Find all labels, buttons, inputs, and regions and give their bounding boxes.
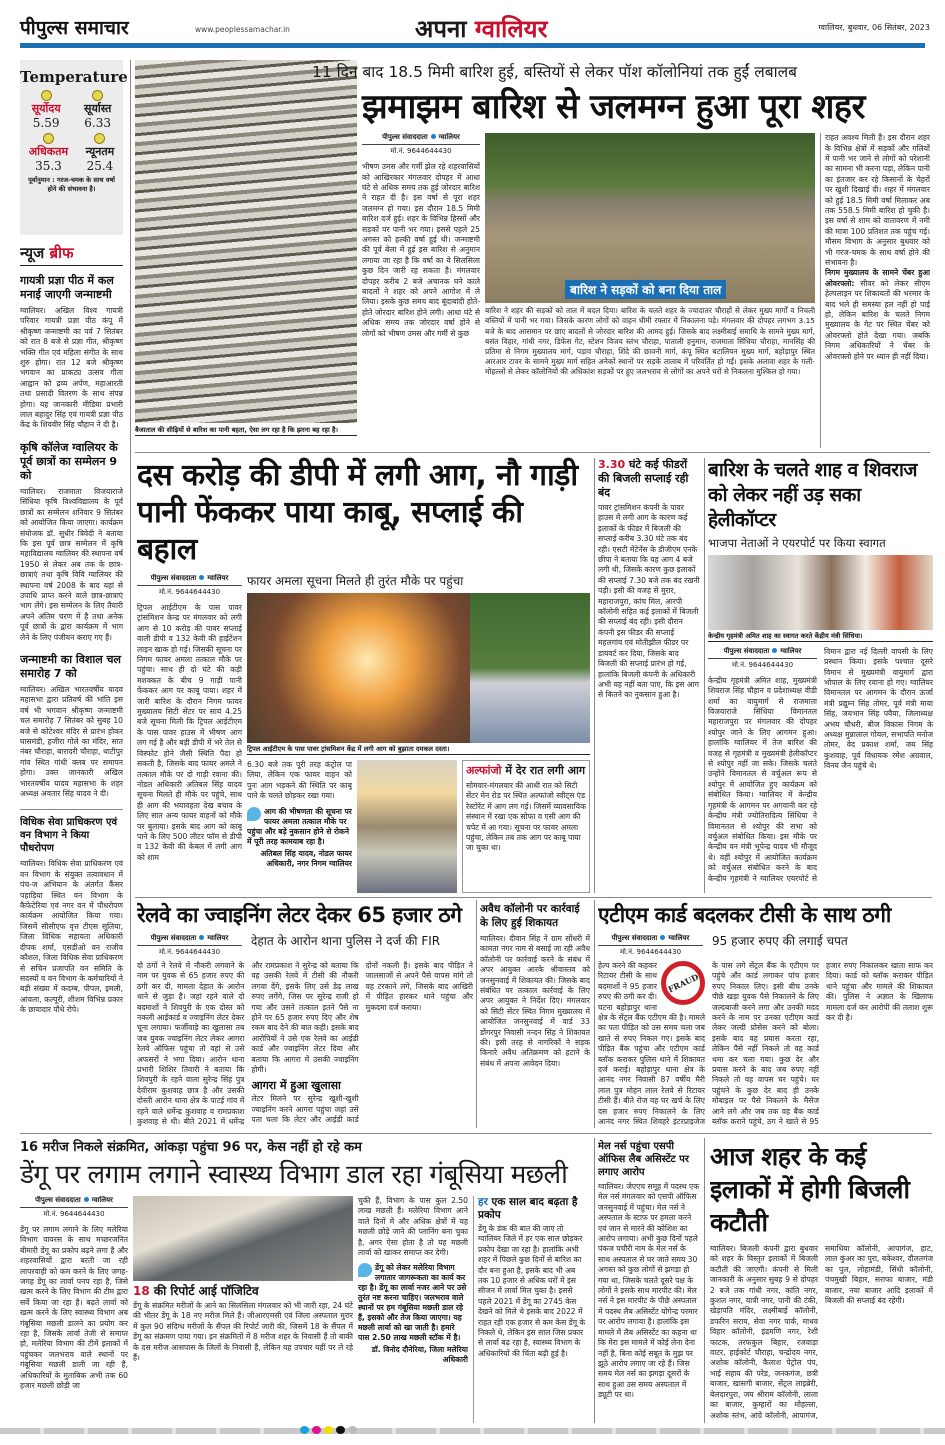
dengue-18-headline	[133, 1284, 353, 1299]
flooded-street-text: बारिश ने शहर की सड़कों को ताल में बदल दिया। बारिश के चलते शहर के ज्यादातर चौराहों से लेकर मुख्य मार्गों व निचली बस्तियों में पानी भर गया। जिसके कारण लोगों को वाहन धीमी रफ्तार में निकालना पड़े। मंगलवार की दोपहर लगभग 3.15 बजे के बाद आसमान पर छाए बादलों से जोरदार बारिश की आमद हुई। जिसके बाद लक्ष्मीबाई समाधि के सामने मुख्य मार्ग, बसंत विहार, गांधी नगर, डिफेंस गेट, स्टेशन विजय स्तंभ चौराहा, पाताली हनुमान, राजमाता सिंधिया चौराहा, मानसिंह की प्रतिमा से निगम मुख्यालय मार्ग, पड़ाव चौराहा, शिंदे की छावनी मार्ग, कंपू स्थित बटालियन मुख्य मार्ग, बहोड़ापुर स्थित आरआर टावर के सामने मुख्य मार्ग सहित अनेकों स्थानों पर सड़कें तालाब में परिवर्तित हो गईं। इसके अलावा शहर के गली-मोहल्लों से लेकर कॉलोनियों की अधिकांश सड़कों पर हुए जलभराव से लोगों का अपने घरों से निकलना मुश्किल हो गया।	[485, 306, 815, 377]
fire-body-continued: 6.30 बजे तक पूरी तरह कंट्रोल पा लिया, लेकिन एक फायर वाहन को पुनः आग भड़कने की स्थिति पर काबू पाने के चलते छोड़कर रखा गया।	[247, 760, 352, 801]
atm-meta-row	[598, 934, 933, 957]
fire-story	[137, 457, 590, 893]
dengue-box	[473, 1196, 587, 1423]
overflow-para	[825, 268, 930, 362]
byline-city: ग्वालियर	[780, 646, 802, 655]
byline-phone: मो.नं. 9644644430	[43, 1210, 105, 1218]
byline-text: पीपुल्स संवाददाता	[150, 934, 197, 942]
column-divider	[594, 1138, 595, 1423]
brief-body: ग्वालियर। अखिल भारतवर्षीय यादव महासभा द्वारा प्रतिवर्ष की भांति इस वर्ष भी भगवान श्रीकृष्ण जन्माष्टमी चल समारोह 7 सितंबर को सुबह 10 बजे से कोटेश्वर मंदिर से प्रारंभ होकर घासमंडी, हजीरा गोले का मंदिर, सात नंबर चौराहा, बारादरी चौराहा, थाटीपुर गांव स्थित गांधी क्लब पर समापन होगा। उक्त जानकारी अखिल भारतवर्षीय यादव महासभा के शहर अध्यक्ष अवतार सिंह यादव ने दी।	[20, 684, 123, 799]
byline-city: ग्वालियर	[207, 934, 229, 942]
power-body: पावर ट्रांसमिशन कंपनी के पावर हाउस में लगी आग के कारण कई इलाकों के फीडर में बिजली की सप्लाई करीब 3.30 घंटे तक बंद रही। एसटी मेंटेनेंस के डीजीएम एनके छीपा ने बताया कि यह आग 4 बजे लगी थी, जिसके कारण कुछ इलाकों की सप्लाई 7.30 बजे तक बंद रखनी पड़ी। इसी की वजह से मुरार, महाराजपुरा, कांच मिल, आरपी कॉलोनी सहित कई इलाकों में बिजली की सप्लाई बंद रही। इसी दौरान कंपनी इस फीडर की सप्लाई महलगांव एवं मोतीझील फीडर पर डायवर्ट कर दिया, जिसके बाद बिजली की सप्लाई प्रारंभ हो गई, हालांकि बिजली कंपनी के अधिकारी अभी यह नहीं बता पाए, कि इस आग से कितने का नुकसान हुआ है।	[598, 503, 700, 700]
quote-attribution: डॉ. विनोद दौनेरिया, जिला मलेरिया अधिकारी	[371, 1345, 468, 1365]
color-registration-marks	[300, 1426, 357, 1434]
sunrise-value: 5.59	[32, 116, 60, 130]
news-brief-header	[20, 243, 123, 266]
gambusia-fish-photo	[133, 1196, 353, 1281]
dengue-18-number: 18	[133, 1284, 150, 1298]
max-temp-value: 35.3	[35, 159, 62, 173]
byline-text: पीपुल्स संवाददाता	[150, 574, 197, 582]
fire-quote	[247, 807, 352, 869]
dengue-18-body: डेंगू के संक्रमित मरीजों के आने का सिलसिला मंगलवार को भी जारी रहा, 24 घंटे की भीतर डेंगू के 18 नए मरीज मिले हैं। जीआरएमसी एवं जिला अस्पताल मुरार में कुल 90 संदिग्ध मरीजों के सैंपल की रिपोर्ट जारी की, जिसमें 18 के सैंपल में डेंगू का संक्रमण पाया गया। इन संक्रमितों में 8 मरीज शहर के निवासी हैं तो बाकी के दस मरीज आसपास के जिलों के निवासी हैं, लेकिन यह उपचार यहीं पर ले रहे हैं।	[133, 1301, 353, 1363]
rain-left-column	[362, 133, 480, 448]
dengue-kicker: 16 मरीज निकले संक्रमित, आंकड़ा पहुंचा 96 पर, केस नहीं हो रहे कम	[20, 1140, 362, 1155]
byline-text: पीपुल्स संवाददाता	[382, 133, 428, 142]
railway-story	[137, 902, 473, 1128]
outage-body: ग्वालियर। बिजली कंपनी द्वारा बुधवार को शहर के विस्तृत इलाकों में बिजली कटौती की जाएगी। कंपनी से मिली जानकारी के अनुसार सुबह 9 से दोपहर 2 बजे तक गांधी नगर, कांति नगर, कुशल नगर, यात्री नगर, पानी की टंकी, खेड़ापति मंदिर, लक्ष्मीबाई कॉलोनी, डफरिन सराय, सेवा नगर पार्क, माधव विहार कॉलोनी, इंद्रमणि नगर, रेशी फाटक, तरफकुल बिहार, रजवाड़ा वाटर, हाईकोर्ट चौराहा, चन्द्रोदय नगर, अशोक कॉलोनी, कैलाश पेट्रोल पंप, भाई सहाय की परेड, जनकगंज, छत्री बाजार, खासगी बाजार, सेंट्रल लाइब्रेरी, बेलदारपुरा, जय श्रीराम कॉलोनी, लाला का बाजार, कुम्हारों का मोहल्ला, अशोक स्तंभ, आंग्रे कॉलोनी, आपागंज, समाधिया कॉलोनी, आपागंज, हाट, लाल कुंअर का पुरा, बकेश्वर, दौलतगंज का पुल, लोहामंडी, सिंधी कॉलोनी, पंचमुखी बिहार, सराफा बाजार, मंडी बाजार, नया बाजार आदि इलाकों में बिजली की सप्लाई बंद रहेगी।	[710, 1244, 933, 1420]
dengue-body: डेंगू पर लगाम लगाने के लिए मलेरिया विभाग वायरस के साथ मच्छरजनित बीमारी डेंगू का प्रकोप बढ़ने लगा है और शहरवासियों द्वारा बरती जा रही लापरवाही को कम करने के लिए जगह-जगह डेंगू का लार्वा पनप रहा है, जिसे खत्म करने के लिए विभाग की टीम द्वारा सर्वे किया जा रहा है। बढ़ते लार्वा को खत्म करने के लिए स्वास्थ्य विभाग अब गंबूसिया मछली डालने का प्रयोग कर रहा है, जिसके लार्वा तेजी से समाप्त हो, मलेरिया विभाग की टीमें इलाकों में पहुंचकर जलभराव वाले स्थानों पर गंबूसिया मछली डाली जा रही हैं, अधिकारियों के मुताबिक अभी तक 60 हजार मछली छोड़ी जा	[20, 1225, 128, 1391]
masthead	[20, 12, 930, 42]
byline-city: ग्वालियर	[668, 934, 690, 942]
railway-body-text-2: लेटर मिलने पर सुरेन्द्र खुशी-खुशी ज्वाइनिंग करने आगरा पहुंचा जहां उसे पता चला कि लेटर और आईडी कार्ड दोनों नकली हैं। इसके बाद पीड़ित ने जालसाजों से अपने पैसे वापस मांगे तो वह टरकाने लगे, जिसके बाद आखिरी में पीड़ित हारकर थाने पहुंचा और मुकदमा दर्ज कराया।	[251, 961, 473, 1125]
byline-text: पीपुल्स संवाददाता	[723, 646, 770, 655]
sun-icon	[94, 133, 105, 144]
alfanzo-box	[462, 760, 590, 893]
brief-headline: गायत्री प्रज्ञा पीठ में कल मनाई जाएगी जन्माष्टमी	[20, 274, 114, 301]
dengue-quote	[358, 1263, 468, 1365]
fire-left-column	[137, 574, 242, 893]
dengue-columns	[20, 1196, 592, 1423]
dengue-byline	[20, 1196, 128, 1219]
byline-name	[137, 934, 242, 946]
rain-headline: झमाझम बारिश से जलमग्न हुआ पूरा शहर	[362, 87, 865, 127]
shah-byline	[708, 647, 817, 670]
colony-body: ग्वालियर। दीवान सिंह ने ग्राम सोंधरी में कामता नगर नाम से बसाई जा रही अवैध कॉलोनी पर कार्रवाई करने के संबंध में अपर आयुक्त आरके श्रीवास्तव को जनसुनवाई में शिकायत की। जिसके बाद संबंधित पर तत्काल कार्रवाई के लिए अपर आयुक्त ने निर्देश दिए। मंगलवार को सिटी सेंटर स्थित निगम मुख्यालय में आयोजित जनसुनवाई में वार्ड 33 डोंगरपुर निवासी नन्दन सिंह ने शिकायत की। इसी तरह से नागरिकों ने सड़क किनारे अवैध अतिक्रमण को हटाने के संबंध में अपना आवेदन दिया।	[480, 934, 590, 1068]
shah-body: केन्द्रीय गृहमंत्री अमित शाह, मुख्यमंत्री शिवराज सिंह चौहान व प्रदेशाध्यक्ष वीडी शर्मा का वायुमार्ग से राजमाता विजयाराजे सिंधिया विमानतल महाराजपुरा पर मंगलवार की दोपहर श्योपुर जाने के लिए आगमन हुआ। हालांकि ग्वालियर में तेज बारिश की वजह से गृहमंत्री व मुख्यमंत्री हेलीकॉप्टर से श्योपुर नहीं जा सके। जिसके चलते उन्होंने विमानतल से वर्चुअल रूप से श्योपुर में आयोजित हुए कार्यक्रम को संबोधित किया। ग्वालियर में केन्द्रीय गृहमंत्री के आगमन पर अगवानी कर रहे केन्द्रीय मंत्री ज्योतिरादित्य सिंधिया ने विमानतल से श्योपुर की सभा को वर्चुअल संबोधित किया। इस मौके पर केन्द्रीय वन मंत्री भूपेन्द्र यादव भी मौजूद थे। वहीं श्योपुर में आयोजित कार्यक्रम को वर्चुअल संबोधित करने के बाद केन्द्रीय गृहमंत्री ने ग्वालियर एयरपोर्ट से विमान द्वारा नई दिल्ली वापसी के लिए प्रस्थान किया। इसके पश्चात दूसरे विमान से मुख्यमंत्री वायुमार्ग द्वारा भोपाल के लिए रवाना हो गए। ग्वालियर विमानतल पर आगमन के दौरान ऊर्जा मंत्री प्रद्युम्न सिंह तोमर, पूर्व मंत्री माया सिंह, जयभान सिंह पवैया, जिलाध्यक्ष अभय चौधरी, बीज विकास निगम के अध्यक्ष मुन्नालाल गोयल, सभापति मनोज तोमर, वेद प्रकाश शर्मा, जय सिंह कुशवाह, पूर्व विधायक रमेश अग्रवाल, विनय जैन पहुंचे थे।	[708, 646, 933, 883]
dengue-18-section	[133, 1284, 353, 1423]
atm-byline	[598, 934, 703, 957]
quote-text: डेंगू को लेकर मलेरिया विभाग लगातार जागरूकता का कार्य कर रहा है। डेंगू का लार्वा नजर आने पर उसे तुरंत नष्ट करना चाहिए। जलभराव वाले स्थानों पर हम गंबूसिया मछली डाल रहे हैं, इसको और तेज किया जाएगा। यह मछली लार्वा को खा जाती है। हमारे पास 2.50 लाख मछली स्टॉक में है।	[358, 1263, 467, 1343]
power-supply-article	[598, 458, 700, 893]
quote-icon	[358, 1263, 372, 1277]
alfanzo-headline-b: में देर रात लगी आग	[505, 764, 586, 777]
rain-right-content	[825, 133, 930, 448]
column-divider	[594, 458, 595, 893]
rain-right-column	[820, 133, 930, 448]
rain-right-text: राहत अवश्य मिली है। इस दौरान शहर के विभिन्न क्षेत्रों में सड़कों और गलियों में पानी भर जाने से लोगों को परेशानी का सामना भी करना पड़ा, लेकिन पानी का इंतजार कर रहे किसानों के चेहरों पर खुशी दिखाई दी। शहर में मंगलवार को हुई 18.5 मिमी वर्षा मिलाकर अब तक 558.5 मिमी बारिश हो चुकी है। इस वर्षा से शाम को वातावरण में नमी की मात्रा 100 प्रतिशत तक पहुंच गई। मौसम विभाग के अनुसार बुधवार को भी गरज-चमक के साथ वर्षा होने की संभावना है।	[825, 133, 930, 267]
byline-phone: मो.नं. 9644644430	[619, 948, 682, 956]
byline-phone: मो.नं. 9644644430	[731, 660, 794, 669]
byline-text: पीपुल्स संवाददाता	[611, 934, 658, 942]
min-temp-value: 25.4	[86, 159, 114, 173]
fire-right-area	[247, 574, 590, 893]
sunset-value: 6.33	[84, 116, 112, 130]
quote-attribution: अतिबल सिंह यादव, नोडल फायर अधिकारी, नगर निगम ग्वालियर	[260, 848, 352, 868]
shah-body-area	[708, 647, 933, 893]
atm-body-area	[598, 961, 933, 1128]
weather-title: Temperature	[20, 68, 128, 86]
atm-subhead: 95 हजार रुपए की लगाई चपत	[712, 934, 848, 948]
byline-city: ग्वालियर	[91, 1196, 113, 1204]
atm-story	[598, 902, 933, 1128]
fire-columns	[137, 574, 590, 893]
brief-headline: विधिक सेवा प्राधिकरण एवं वन विभाग ने किया पौधरोपण	[20, 817, 118, 855]
railway-meta-row	[137, 934, 473, 957]
sun-icon	[92, 90, 103, 101]
dateline: ग्वालियर, बुधवार, 06 सितंबर, 2023	[818, 23, 930, 32]
byline-text: पीपुल्स संवाददाता	[35, 1196, 81, 1204]
column-divider	[704, 1138, 705, 1423]
section-rule	[135, 897, 932, 898]
rain-columns	[362, 133, 932, 448]
dengue-mid-column	[358, 1196, 468, 1423]
fire-lower-row	[247, 760, 590, 893]
shah-subhead: भाजपा नेताओं ने एयरपोर्ट पर किया स्वागत	[708, 536, 886, 550]
max-temp-label: अधिकतम	[28, 145, 69, 158]
section-title	[415, 12, 547, 45]
registration-strip	[0, 1428, 945, 1434]
railway-subhead: देहात के आरोन थाना पुलिस ने दर्ज की FIR	[251, 934, 441, 948]
byline-name	[708, 647, 817, 659]
shah-welcome-photo	[708, 555, 933, 630]
rain-photo-column	[485, 133, 815, 448]
photo-label: बारिश ने सड़कों को बना दिया ताल	[565, 280, 726, 299]
fire-body: ट्रिपल आईटीएम के पास पावर ट्रांसमिशन केन्द्र पर मंगलवार को लगी आग से 10 करोड़ की पावर सप्लाई वाली डीपी व 132 केवी की हाईटेंशन लाइन खाक हो गई। जिसकी सूचना पर निगम फायर अमला तत्काल मौके पर पहुंचा। साथ ही दो घंटे की कड़ी मशक्कत के बीच 9 गाड़ी पानी फेंककर आग पर काबू पाया। शहर में जारी बारिश के दौरान निगम फायर मुख्यालय सिटी सेंटर पर सायं 4.25 बजे सूचना मिली कि ट्रिपल आईटीएम के पास पावर हाउस में भीषण आग लग गई है और बड़ी डीपी में भरे तेल से विस्फोट होने जैसी स्थिति पैदा हो सकती है, जिसके बाद फायर अमले ने तत्काल मौके पर दो गाड़ी रवाना की। नोडल अधिकारी अतिबल सिंह यादव सूचना मिलते ही मौके पर पहुंचे, साथ ही आग की भयावहता देख बचाव के लिए सात अन्य फायर वाहनों को मौके पर बुलाया। इसके बाद आग को काबू पाने के लिए 500 लीटर फॉम से डीपी व 132 केवी की केबल में लगी आग को शाम	[137, 603, 242, 862]
dengue-box-headline	[478, 1196, 587, 1222]
column-divider	[476, 900, 477, 1128]
brief-body: ग्वालियर। अखिल विश्व गायत्री परिवार गायत्री प्रज्ञा पीठ कंपू में श्रीकृष्ण जन्माष्टमी का पर्व 7 सितंबर को रात 8 बजे से प्रज्ञा गीत, श्रीकृष्ण भक्ति गीत एवं महिला संगीत के साथ शुरु होगा। रात 12 बजे श्रीकृष्ण भगवान का प्राकट्य उत्सव गीता आह्वान को द्रव्य अर्पण, महाआरती तथा प्रसादी वितरण के साथ संपन्न होगा। यह जानकारी मीडिया प्रभारी लाल बहादुर सिंह एवं गायत्री प्रज्ञा पीठ केंद्र के शिववीर सिंह चौहान ने दी है।	[20, 306, 123, 430]
shah-photo-caption: केन्द्रीय गृहमंत्री अमित शाह का स्वागत करते केंद्रीय मंत्री सिंधिया।	[708, 632, 933, 642]
dengue-mid-body: चुकी हैं, विभाग के पास कुल 2.50 लाख मछली हैं। मलेरिया विभाग आने वाले दिनों में और अधिक क्षेत्रों में यह मछली छोड़े जाने की प्लानिंग बना चुका है, अगर ऐसा होता है तो यह मछली लार्वा को खाकर समाप्त कर देगी।	[358, 1196, 468, 1258]
news-brief-title-b: ब्रीफ	[49, 244, 74, 262]
brief-item	[20, 809, 123, 1015]
railway-headline: रेलवे का ज्वाइनिंग लेटर देकर 65 हजार ठगे	[137, 903, 462, 927]
news-brief-column	[20, 243, 123, 1125]
alfanzo-body: सोमवार-मंगलवार की आधी रात को सिटी सेंटर मेन रोड पर स्थित अल्फांजो स्वीट्स एंड रेस्टोरेंट में आग लग गई। जिसमें व्यावसायिक संस्थान में रखा एक सोफा व एसी आग की चपेट में आ गया। सूचना पर फायर अमला पहुंचा, लेकिन तब तक आग पर काबू पाया जा चुका था।	[466, 781, 586, 853]
outage-headline: आज शहर के कई इलाकों में होगी बिजली कटौती	[710, 1142, 910, 1237]
dengue-box-body: डेंगू के डंक की बात की जाए तो ग्वालियर जिले में हर एक साल छोड़कर प्रकोप देखा जा रहा है। हालांकि अभी शहर में पिछले कुछ दिनों से बारिश का दौर बना हुआ है, इसके बाद भी अब तक 10 हजार से अधिक घरों में इस सीजन में लार्वा मिल चुका है। इससे पहले 2021 में डेंगू का 2745 केस देखने को मिले थे इसके बाद 2022 में राहत रही एक हजार से कम केस डेंगू के निकले थे, लेकिन इस साल जिस प्रकार से लार्वा बढ़ रहा है, स्वास्थ्य विभाग के अधिकारियों की चिंता बढ़ी हुई है।	[478, 1224, 586, 1358]
brief-headline: कृषि कॉलेज ग्वालियर के पूर्व छात्रों का सम्मेलन 9 को	[20, 440, 118, 482]
dengue-box-headline-b: एक साल बाद बढ़ता है प्रकोप	[478, 1196, 578, 1221]
fraud-stamp-text: FRAUD	[666, 971, 700, 995]
brief-item	[20, 653, 123, 799]
byline-city: ग्वालियर	[207, 574, 229, 582]
quote-icon	[247, 807, 261, 821]
brand-logo: पीपुल्स समाचार	[20, 17, 129, 39]
overflow-text: सीवर को लेकर सीएम हेल्पलाइन पर शिकायतों की भरमार के बाद भले ही समस्या हल नहीं हो पाई हो, लेकिन बारिश के चलते निगम मुख्यालय के गेट पर स्थित चेंबर को ओवरफ्लो होते देखा गया। जबकि निगम अधिकारियों ने चेंबर के ओवरफ्लो होने पर ध्यान ही नहीं दिया।	[825, 278, 930, 361]
byline-name	[362, 133, 480, 145]
railway-body	[137, 961, 473, 1128]
fire-photo-caption: ट्रिपल आईटीएम के पास पावर ट्रांसमिशन केंद्र में लगी आग को बुझाता दमकल दस्ता।	[247, 745, 590, 755]
section-title-a: अपना	[415, 15, 467, 43]
fire-subhead: फायर अमला सूचना मिलते ही तुरंत मौके पर पहुंचा	[247, 574, 464, 588]
railway-body-text: दो ठगों ने रेलवे में नौकरी लगवाने के नाम पर युवक से 65 हजार रुपए की ठगी कर दी, मामला देहात के आरोन थाने से जुड़ा है। जहां रहने वाले दो बदमाशों ने शिवपुरी के एक दोस्त को नकली आईकार्ड व ज्वाइनिंग लेटर देकर चूना लगाया। फर्जीवाड़े का खुलासा तब जब युवक ज्वाइनिंग लेटर लेकर आगरा रेलवे ऑफिस पहुंचा तो वहां से उसे अफसरों ने भगा दिया। आरोन थाना प्रभारी शिशिर तिवारी ने बताया कि शिवपुरी के रहने वाला सुरेन्द्र सिंह पुत्र देवीराम कुशवाह छात्र है और उसकी दोस्ती आरोन थाना क्षेत्र के पाटई गांव में रहने वाले धर्मेन्द्र कुशवाह व रामप्रकाश कुशवाह से थी। बीते 2021 में धर्मेन्द्र और रामप्रकाश ने सुरेन्द्र को बताया कि वह उसकी रेलवे में टीसी की नौकरी लगवा देंगे, इसके लिए उसे डेढ़ लाख रुपए लगेंगे, जिस पर सुरेन्द्र राजी हो गया और उसने तत्काल इतने पैसे ना होने पर 65 हजार रुपए दिए और शेष रकम बाद देने की बात कही। इसके बाद आरोपियों ने उसे एक रेलवे का आईडी कार्ड और ज्वाइनिंग लेटर दिया और बताया कि आगरा में उसकी ज्वाइनिंग होगी।	[137, 961, 359, 1127]
fire-byline	[137, 574, 242, 597]
section-title-b: ग्वालियर	[474, 15, 548, 43]
power-headline	[598, 458, 700, 500]
masthead-rule	[20, 43, 925, 48]
byline-name	[20, 1196, 128, 1208]
rain-kicker: 11 दिन बाद 18.5 मिमी बारिश हुई, बस्तियों से लेकर पॉश कॉलोनियां तक हुईं लबालब	[312, 63, 797, 81]
brief-body: ग्वालियर। विधिक सेवा प्राधिकरण एवं वन विभाग के संयुक्त तत्वावधान में पंच-ज अभियान के अंतर्गत कैंसर पहाड़िया स्थित वन विभाग के कैफेटेरिया एवं नगर वन में पौधरोपण कार्यक्रम आयोजित किया गया। जिसमें सीसीएफ वृत्त टीएस सूलिया, जिला विधिक सहायता अधिकारी दीपक शर्मा, एसडीओ वन राजीव कौशल, जिला विधिक सेवा प्राधिकरण से सचिन प्रजापति वन समिति के सदस्यों व वन विभाग के कर्मचारियों ने बड़ी संख्या में कदम्ब, पीपल, इमली, आंवला, कल्पूरी, शीशम विभिन्न प्रकार के छायादार पौधे रोपे।	[20, 859, 123, 1015]
byline-phone: मो.नं. 9644644430	[158, 588, 221, 596]
brief-item	[20, 441, 123, 643]
column-divider	[704, 458, 705, 893]
shah-headline: बारिश के चलते शाह व शिवराज को लेकर नहीं उड़ सका हेलीकॉप्टर	[708, 459, 918, 531]
section-rule	[20, 1133, 932, 1134]
sun-icon	[43, 133, 54, 144]
column-divider	[594, 900, 595, 1128]
brief-headline: जन्माष्टमी का विशाल चल समारोह 7 को	[20, 652, 121, 680]
news-brief-title-a: न्यूज	[20, 244, 45, 262]
section-rule	[135, 452, 930, 453]
colony-headline: अवैध कॉलोनी पर कार्रवाई के लिए हुई शिकायत	[480, 903, 580, 929]
rain-story	[312, 62, 932, 448]
outage-story	[710, 1140, 933, 1423]
railway-byline	[137, 934, 242, 957]
byline-name	[137, 574, 242, 586]
nurse-article	[598, 1140, 700, 1423]
column-divider	[130, 60, 131, 1125]
dengue-headline: डेंगू पर लगाम लगाने स्वास्थ्य विभाग डाल रहा गंबूसिया मछली	[20, 1160, 568, 1190]
byline-name	[598, 934, 703, 946]
sunrise-label: सूर्योदय	[31, 102, 61, 115]
alfanzo-headline-a: अल्फांजो	[466, 764, 502, 777]
flooded-street-photo	[485, 133, 815, 303]
power-headline-text: घंटे कई फीडरों की बिजली सप्लाई रही बंद	[598, 458, 689, 499]
forecast: पूर्वानुमान : गरज-चमक के साथ वर्षा होने की संभावना है।	[28, 176, 115, 193]
sunset-label: सूर्यास्त	[84, 102, 112, 115]
sun-icon	[41, 90, 52, 101]
railway-subhead-2: आगरा में हुआ खुलासा	[251, 1079, 341, 1093]
brief-body: ग्वालियर। राजमाता विजयाराजे सिंधिया कृषि विश्वविद्यालय के पूर्व छात्रों का सम्मेलन शनिवार 9 सितंबर को आयोजित किया जाएगा। कार्यक्रम संयोजक डॉ. सुधीर त्रिवेदी ने बताया कि इस पूर्व छात्र सम्मेलन में कृषि महाविद्यालय ग्वालियर की स्थापना वर्ष 1950 से लेकर अब तक के छात्र-छात्राएं तथा कृषि विवि ग्वालियर की स्थापना वर्ष 2008 के बाद यहां से उपाधि प्राप्त करने वाले छात्र-छात्राएं भाग लेंगे। इस सम्मेलन के लिए तैयारी अपने अंतिम चरण में है तथा अनेक पूर्व छात्रों के द्वारा कार्यक्रम में भाग लेने के लिए पंजीयन कराए गए हैं।	[20, 486, 123, 642]
min-temp-label: न्यूनतम	[85, 145, 115, 158]
byline-phone: मो.नं. 9644644430	[390, 147, 452, 156]
colony-article	[480, 902, 590, 1128]
brief-item	[20, 274, 123, 431]
rain-byline	[362, 133, 480, 156]
dengue-18-text: की रिपोर्ट आई पॉजिटिव	[153, 1284, 259, 1298]
dengue-photo-column	[133, 1196, 353, 1423]
fire-photo	[247, 593, 590, 743]
dengue-story	[20, 1139, 592, 1423]
power-headline-number: 3.30	[598, 458, 626, 471]
fraud-stamp-icon	[661, 961, 705, 1005]
nurse-headline: मेल नर्स पहुंचा एसपी ऑफिस लैब असिस्टेंट पर लगाए आरोप	[598, 1141, 689, 1178]
atm-body: हेल्प करने की कहकर रिटायर टीसी के साथ बदमाशों ने 95 हजार रुपए की ठगी कर दी। घटना बहोड़ापुर थाना क्षेत्र के सेंट्रल बैंक एटीएम की है। मामले का पता पीड़ित को उस समय चला जब खाते से रुपए निकल गए। इसके बाद पीड़ित बैंक पहुंचा और एटीएम कार्ड ब्लॉक कराकर पुलिस थाने में शिकायत दर्ज कराई। बहोड़ापुर थाना क्षेत्र के आनंद नगर निवासी 87 वर्षीय मैरी लाल पुत्र मोहन लाल रेलवे से रिटायर टीसी हैं। बीते रोज वह घर खर्च के लिए दस हजार रुपए निकालने के लिए आनंद नगर स्थित शिवहरे इंटरप्राइजेज के पास लगे सेंट्रल बैंक के एटीएम पर पहुंचे और कार्ड लगाकर पांच हजार रुपए निकाल लिए। इसी बीच उनके पीछे खड़ा युवक पैसे निकालने के लिए जल्दबाजी करने लगा और उनकी मदद करने के नाम पर उनका एटीएम कार्ड लेकर जल्दी प्रोसेस करने को बोला। इसके बाद वह प्रयास करता रहा, लेकिन पैसे नहीं निकले तो वह कार्ड थमा कर चला गया। कुछ देर और प्रयास करने के बाद जब रुपए नहीं निकले तो वह वापस घर पहुंचे। घर पहुंचने के कुछ देर बाद ही उनके मोबाइल पर पैसे निकलने के मैसेज आने लगे और जब तक वह बैंक कार्ड ब्लॉक कराने पहुंचे, ठग ने खाते से 95 हजार रुपए निकालकर खाता साफ कर दिया। कार्ड को ब्लॉक कराकर पीड़ित थाने पहुंचा और मामले की शिकायत की। पुलिस ने अज्ञात के खिलाफ मामला दर्ज कर आरोपी की तलाश शुरू कर दी है।	[598, 961, 933, 1127]
dengue-box-headline-a: हर	[478, 1196, 488, 1208]
quote-text: आग की भीषणता की सूचना पर फायर अमला तत्काल मौके पर पहुंचा और बड़े नुकसान होने से रोकने में पूरी तरह कामयाब रहा है।	[247, 806, 352, 846]
firefighters-photo	[357, 760, 457, 893]
byline-city: ग्वालियर	[438, 133, 460, 142]
byline-phone: मो.नं. 9644644430	[158, 948, 221, 956]
alfanzo-headline	[466, 764, 586, 778]
shah-story	[708, 458, 933, 893]
atm-headline: एटीएम कार्ड बदलकर टीसी के साथ ठगी	[598, 903, 891, 927]
nurse-body: ग्वालियर। जेएएच समूह में पदस्थ एक मेल नर्स मंगलवार को एसपी ऑफिस जनसुनवाई में पहुंचा। मेल नर्स ने अस्पताल के स्टाफ पर हमला करने एवं जान से मारने की कोशिश का आरोप लगाया। अभी कुछ दिनों पहले पंकज पचौरी नाम के मेल नर्स के साथ अस्पताल से घर जाते समय 30 अगस्त को कुछ लोगों से झगड़ा हो गया था, जिसके चलते दूसरे पक्ष के लोगों ने इसके साथ मारपीट की। मेल नर्स ने इस मारपीट के पीछे अस्पताल में पदस्थ लैब असिस्टेंट योगेन्द्र परमार पर आरोप लगाया है। हालांकि इस मामले में लैब असिस्टेंट का कहना था कि मेरा इस मामले में कोई लेना देना नहीं है, बिना कोई सबूत के मुझ पर झूठे आरोप लगाए जा रहे हैं। जिस समय मेल नर्स का झगड़ा दूसरों के साथ हुआ उस समय अस्पताल में ड्यूटी पर था।	[598, 1182, 700, 1400]
overflow-subhead: निगम मुख्यालय के सामने चेंबर हुआ ओवरफ्लो:	[825, 268, 930, 288]
weather-box	[20, 60, 128, 235]
fire-headline: दस करोड़ की डीपी में लगी आग, नौ गाड़ी पानी फेंककर पाया काबू, सप्लाई की बहाल	[137, 458, 578, 567]
fire-lower-column	[247, 760, 352, 893]
dengue-left-column	[20, 1196, 128, 1423]
rain-body: भीषण उमस और गर्मी झेल रहे शहरवासियों को आखिरकार मंगलवार दोपहर में आधा घंटे से अधिक समय तक हुई जोरदार बारिश ने राहत दी है। इस वर्षा से पूरा शहर जलमग्न हो गया। इस दौरान 18.5 मिमी बारिश दर्ज हुई। शहर के विभिन्न हिस्सों और सड़कों पर पानी भर गया। इससे पहले 25 अगस्त को हल्की वर्षा हुई थी। जन्माष्टमी की पूर्व बेला में हुई इस बारिश से अनुमान लगाया जा रहा है कि वर्षा का ये सिलसिला कुछ दिन जारी रह सकता है। मंगलवार दोपहर करीब 2 बजे अचानक घने काले बादलों ने शहर को अपने आगोश में ले लिया। इसके कुछ समय बाद बूंदाबांदी होते-होते जोरदार बारिश होने लगी। आधा घंटे से अधिक समय तक जोरदार वर्षा होने से लोगों को भीषण उमस और गर्मी से कुछ	[362, 162, 480, 338]
stairs-photo-caption: बैजाताल की सीढ़ियों से बारिश का पानी बहता, ऐसा लग रहा है कि झरना बह रहा है।	[135, 426, 357, 436]
website: www.peoplessamachar.in	[195, 25, 290, 34]
